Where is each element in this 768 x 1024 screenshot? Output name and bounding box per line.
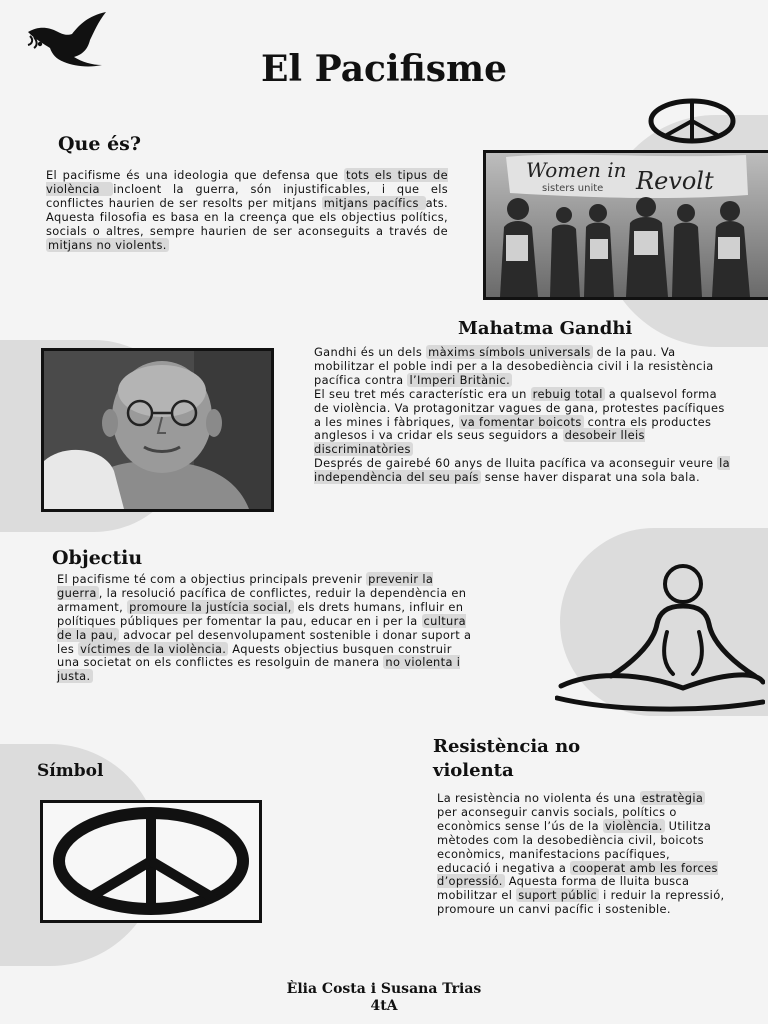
highlight: no violenta i justa. xyxy=(57,655,461,684)
section-heading-que-es: Que és? xyxy=(58,133,141,155)
section-heading-simbol: Símbol xyxy=(37,761,104,781)
que-es-paragraph: El pacifisme és una ideologia que defensa que tots els tipus de violència incloent la guerra, són injustificables, i que els conflictes haurien de ser resolts per mitjans mitjans pacífics ats. Aquesta filosofia es basa en la creença que els objectius polítics, socials o altres, sempre haurien de ser aconseguits a través de mitjans no violents. xyxy=(46,168,449,252)
highlight: l’Imperi Britànic. xyxy=(409,372,511,387)
peace-symbol-icon xyxy=(43,803,259,920)
highlight: violència. xyxy=(604,818,663,833)
page-title: El Pacifisme xyxy=(260,48,508,90)
resistencia-paragraph: La resistència no violenta és una estratègia per aconseguir canvis socials, polítics o econòmics sense l’ús de la violència. Utilitza mètodes com la desobediència civil, boicots econòmics, manifestacions pacífiques, educació i negativa a cooperat amb les forces d’opressió. Aquesta forma de lluita busca mobilitzar el suport públic i reduir la repressió, promoure un canvi pacífic i sostenible. xyxy=(437,791,725,917)
class-label: 4tA xyxy=(370,998,398,1014)
objectiu-paragraph: El pacifisme té com a objectius principals prevenir prevenir la guerra , la resolució pacífica de conflictes, reduir la dependència en armament, promoure la justícia social, els drets humans, influir en polítiques públiques per fomentar la pau, educar en i per la cultura de la pau, advocar pel desenvolupament sostenible i donar suport a les víctimes de la violència. Aquests objectius busquen construir una societat on els conflictes es resolguin de manera no violenta i justa. xyxy=(57,572,472,684)
highlight: suport públic xyxy=(518,888,598,903)
banner-text: Revolt xyxy=(636,167,714,195)
highlight: prevenir la guerra xyxy=(57,572,434,600)
highlight: la independència del seu país xyxy=(314,456,731,485)
highlight: víctimes de la violència. xyxy=(80,641,227,656)
section-heading-objectiu: Objectiu xyxy=(52,547,143,569)
peace-symbol-image xyxy=(40,800,262,923)
banner-text: sisters unite xyxy=(542,183,604,194)
highlight: va fomentar boicots xyxy=(460,414,582,429)
highlight: mitjans no violents. xyxy=(48,237,167,252)
author-names: Èlia Costa i Susana Trias xyxy=(286,981,482,997)
highlight: promoure la justícia social, xyxy=(129,599,292,614)
meditation-figure-icon xyxy=(555,562,765,712)
gandhi-text xyxy=(314,346,732,485)
highlight: cultura de la pau, xyxy=(57,613,466,642)
protest-photo xyxy=(483,150,768,300)
highlight: màxims símbols universals xyxy=(428,345,591,359)
section-heading-resistencia: Resistència no violenta xyxy=(433,736,581,781)
highlight: rebuig total xyxy=(532,386,603,401)
highlight: estratègia xyxy=(641,791,704,805)
gandhi-paragraph-2: El seu tret més característic era un rebuig total a qualsevol forma de violència. Va protagonitzar vagues de gana, protestes pacífiques a les mines i fàbriques, va fomentar boicots contra els productes anglesos i va cridar els seus seguidors a desobeir lleis discriminatòries xyxy=(314,386,725,457)
highlight: tots els tipus de violència xyxy=(46,168,448,196)
highlight: desobeir lleis discriminatòries xyxy=(314,428,645,457)
section-heading-gandhi: Mahatma Gandhi xyxy=(458,318,633,339)
gandhi-paragraph-1: Gandhi és un dels màxims símbols universals de la pau. Va mobilitzar el poble indi per a la desobediència civil i la resistència pacífica contra l’Imperi Britànic. xyxy=(314,345,714,387)
peace-sign-icon xyxy=(648,98,736,144)
footer-authors xyxy=(0,981,768,1015)
gandhi-paragraph-3: Després de gairebé 60 anys de lluita pacífica va aconseguir veure la independència del seu país sense haver disparat una sola bala. xyxy=(314,456,731,485)
highlight: cooperat amb les forces d’opressió. xyxy=(437,860,718,889)
gandhi-photo xyxy=(41,348,274,512)
banner-text: Women in xyxy=(526,158,627,182)
highlight: mitjans pacífics xyxy=(323,195,424,210)
